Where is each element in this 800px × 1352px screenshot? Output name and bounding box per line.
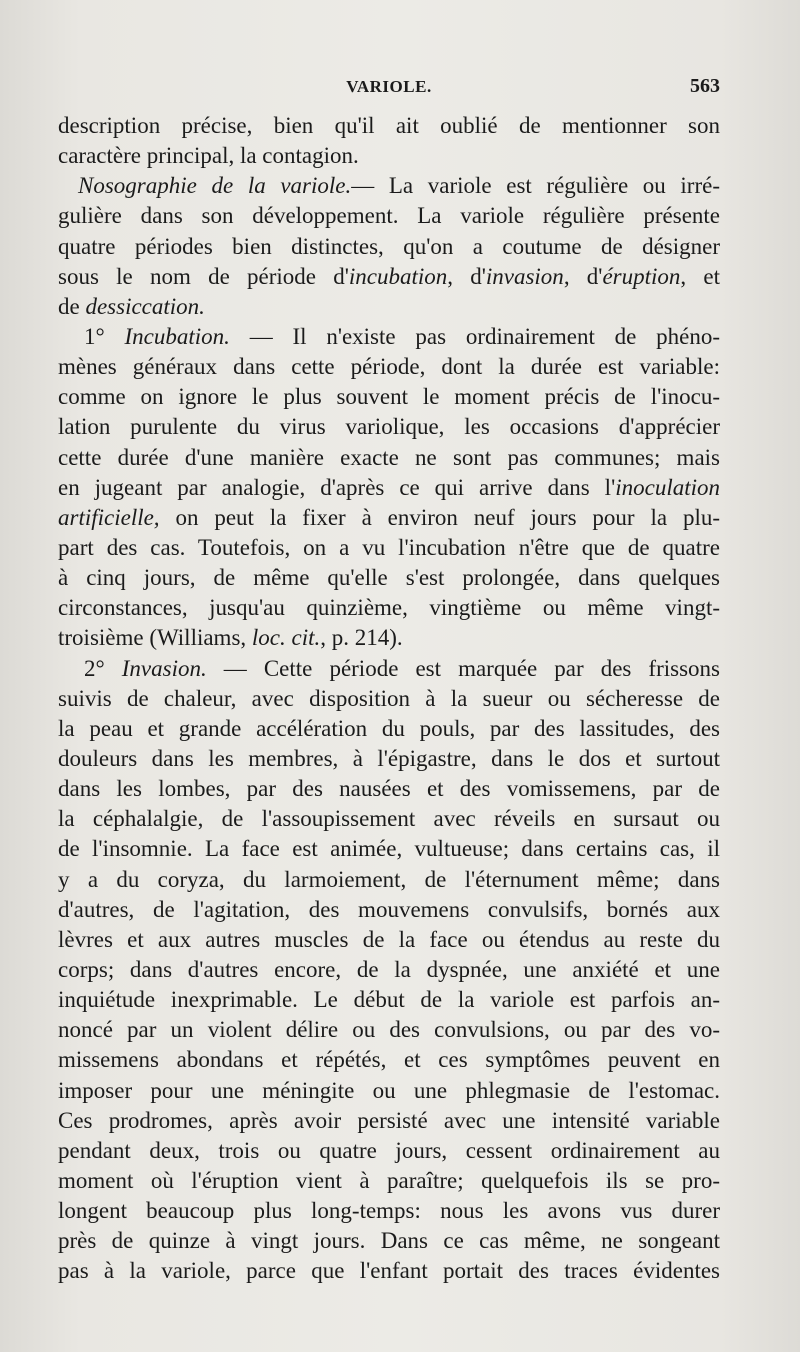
text-line — [58, 1196, 720, 1226]
text-line — [58, 714, 720, 744]
text-line — [58, 412, 720, 442]
text-segment: suivis de chaleur, avec disposition à la sueur ou sécheresse de — [58, 685, 720, 711]
text-line — [58, 563, 720, 593]
text-segment: part des cas. Toutefois, on a vu l'incubation n'être que de quatre — [58, 534, 720, 560]
text-segment: dans les lombes, par des nausées et des vomissemens, par de — [58, 776, 720, 802]
text-line — [58, 1106, 720, 1136]
text-segment: , p. 214). — [320, 625, 403, 651]
text-line — [58, 744, 720, 774]
text-segment: lèvres et aux autres muscles de la face ou étendus au reste du — [58, 926, 720, 952]
running-title: VARIOLE. — [346, 77, 432, 96]
text-line — [58, 955, 720, 985]
text-line — [58, 834, 720, 864]
text-segment: inquiétude inexprimable. Le début de la variole est parfois an- — [58, 987, 720, 1013]
text-line — [58, 804, 720, 834]
text-segment: de — [58, 293, 86, 319]
text-line — [58, 382, 720, 412]
text-line — [58, 593, 720, 623]
text-line — [58, 1015, 720, 1045]
text-segment: à cinq jours, de même qu'elle s'est prolongée, dans quelques — [58, 565, 720, 591]
text-segment: Ces prodromes, après avoir persisté avec une intensité variable — [58, 1107, 720, 1133]
text-line — [58, 322, 720, 352]
text-line — [58, 1226, 720, 1256]
text-line — [58, 473, 720, 503]
text-segment: , d' — [447, 263, 486, 289]
text-line — [58, 262, 720, 292]
text-segment: description précise, bien qu'il ait oublié de mentionner son — [58, 113, 720, 138]
text-segment: troisième (Williams, — [58, 625, 252, 651]
italic-segment: inoculation — [615, 474, 720, 500]
italic-segment: éruption — [602, 263, 681, 289]
text-segment: noncé par un violent délire ou des convulsions, ou par des vo- — [58, 1017, 720, 1043]
italic-segment: invasion — [485, 263, 564, 289]
text-segment: la peau et grande accélération du pouls, par des lassitudes, des — [58, 715, 720, 741]
text-segment: moment où l'éruption vient à paraître; quelquefois ils se pro- — [58, 1167, 720, 1193]
text-segment: cette durée d'une manière exacte ne sont pas communes; mais — [58, 444, 720, 470]
text-line — [58, 1136, 720, 1166]
text-line — [58, 292, 720, 322]
text-segment: missemens abondans et répétés, et ces symptômes peuvent en — [58, 1047, 720, 1073]
text-line — [58, 1166, 720, 1196]
text-segment: — Il n'existe pas ordinairement de phéno- — [229, 323, 720, 349]
text-line — [58, 865, 720, 895]
body-text — [58, 111, 720, 1286]
text-line — [58, 352, 720, 382]
text-segment: imposer pour une méningite ou une phlegmasie de l'estomac. — [58, 1077, 720, 1103]
italic-segment: loc. cit. — [251, 625, 321, 651]
text-segment: lation purulente du virus variolique, les occasions d'apprécier — [58, 414, 720, 440]
text-line — [58, 171, 720, 201]
text-line — [58, 925, 720, 955]
italic-segment: incubation — [348, 263, 448, 289]
italic-segment: Nosographie de la variole. — [78, 173, 352, 199]
text-segment: caractère principal, la contagion. — [58, 143, 359, 169]
text-line — [58, 684, 720, 714]
page-header — [58, 77, 720, 105]
text-segment: quatre périodes bien distinctes, qu'on a coutume de désigner — [58, 233, 720, 259]
text-segment: pendant deux, trois ou quatre jours, cessent ordinairement au — [58, 1137, 720, 1163]
text-line — [58, 443, 720, 473]
text-segment: près de quinze à vingt jours. Dans ce cas même, ne songeant — [58, 1228, 720, 1254]
text-segment: de l'insomnie. La face est animée, vultueuse; dans certains cas, il — [58, 836, 720, 862]
text-segment: pas à la variole, parce que l'enfant portait des traces évidentes — [58, 1258, 720, 1284]
text-segment: sous le nom de période d' — [58, 263, 349, 289]
text-segment: 2° — [84, 655, 122, 681]
text-segment: comme on ignore le plus souvent le moment précis de l'inocu- — [58, 384, 720, 410]
italic-segment: Invasion. — [121, 655, 207, 681]
text-segment: 1° — [84, 323, 125, 349]
text-segment: corps; dans d'autres encore, de la dyspnée, une anxiété et une — [58, 956, 720, 982]
text-segment: douleurs dans les membres, à l'épigastre, dans le dos et surtout — [58, 745, 720, 771]
italic-segment: Incubation. — [124, 323, 230, 349]
text-segment: , et — [680, 263, 720, 289]
text-line — [58, 1256, 720, 1286]
text-segment: , d' — [563, 263, 603, 289]
text-line — [58, 895, 720, 925]
text-segment: mènes généraux dans cette période, dont la durée est variable: — [58, 354, 720, 380]
italic-segment: artificielle, — [58, 504, 160, 530]
text-segment: d'autres, de l'agitation, des mouvemens convulsifs, bornés aux — [58, 896, 720, 922]
text-line — [58, 985, 720, 1015]
page-number: 563 — [690, 75, 720, 97]
text-line — [58, 1076, 720, 1106]
text-segment: la céphalalgie, de l'assoupissement avec réveils en sursaut ou — [58, 806, 720, 832]
text-segment: longent beaucoup plus long-temps: nous les avons vus durer — [58, 1198, 720, 1224]
text-segment: on peut la fixer à environ neuf jours pour la plu- — [159, 504, 720, 530]
text-line — [58, 111, 720, 141]
text-line — [58, 1045, 720, 1075]
text-line — [58, 774, 720, 804]
text-segment: en jugeant par analogie, d'après ce qui arrive dans l' — [58, 474, 616, 500]
text-line — [58, 201, 720, 231]
text-line — [58, 141, 720, 171]
text-line — [58, 654, 720, 684]
text-segment: y a du coryza, du larmoiement, de l'éternument même; dans — [58, 866, 720, 892]
text-line — [58, 533, 720, 563]
text-segment: — Cette période est marquée par des frissons — [206, 655, 720, 681]
text-line — [58, 623, 720, 653]
italic-segment: dessiccation. — [85, 293, 205, 319]
text-segment: gulière dans son développement. La variole régulière présente — [58, 203, 720, 229]
text-segment: — La variole est régulière ou irré- — [351, 173, 720, 199]
text-line — [58, 232, 720, 262]
text-line — [58, 503, 720, 533]
text-segment: circonstances, jusqu'au quinzième, vingtième ou même vingt- — [58, 595, 720, 621]
